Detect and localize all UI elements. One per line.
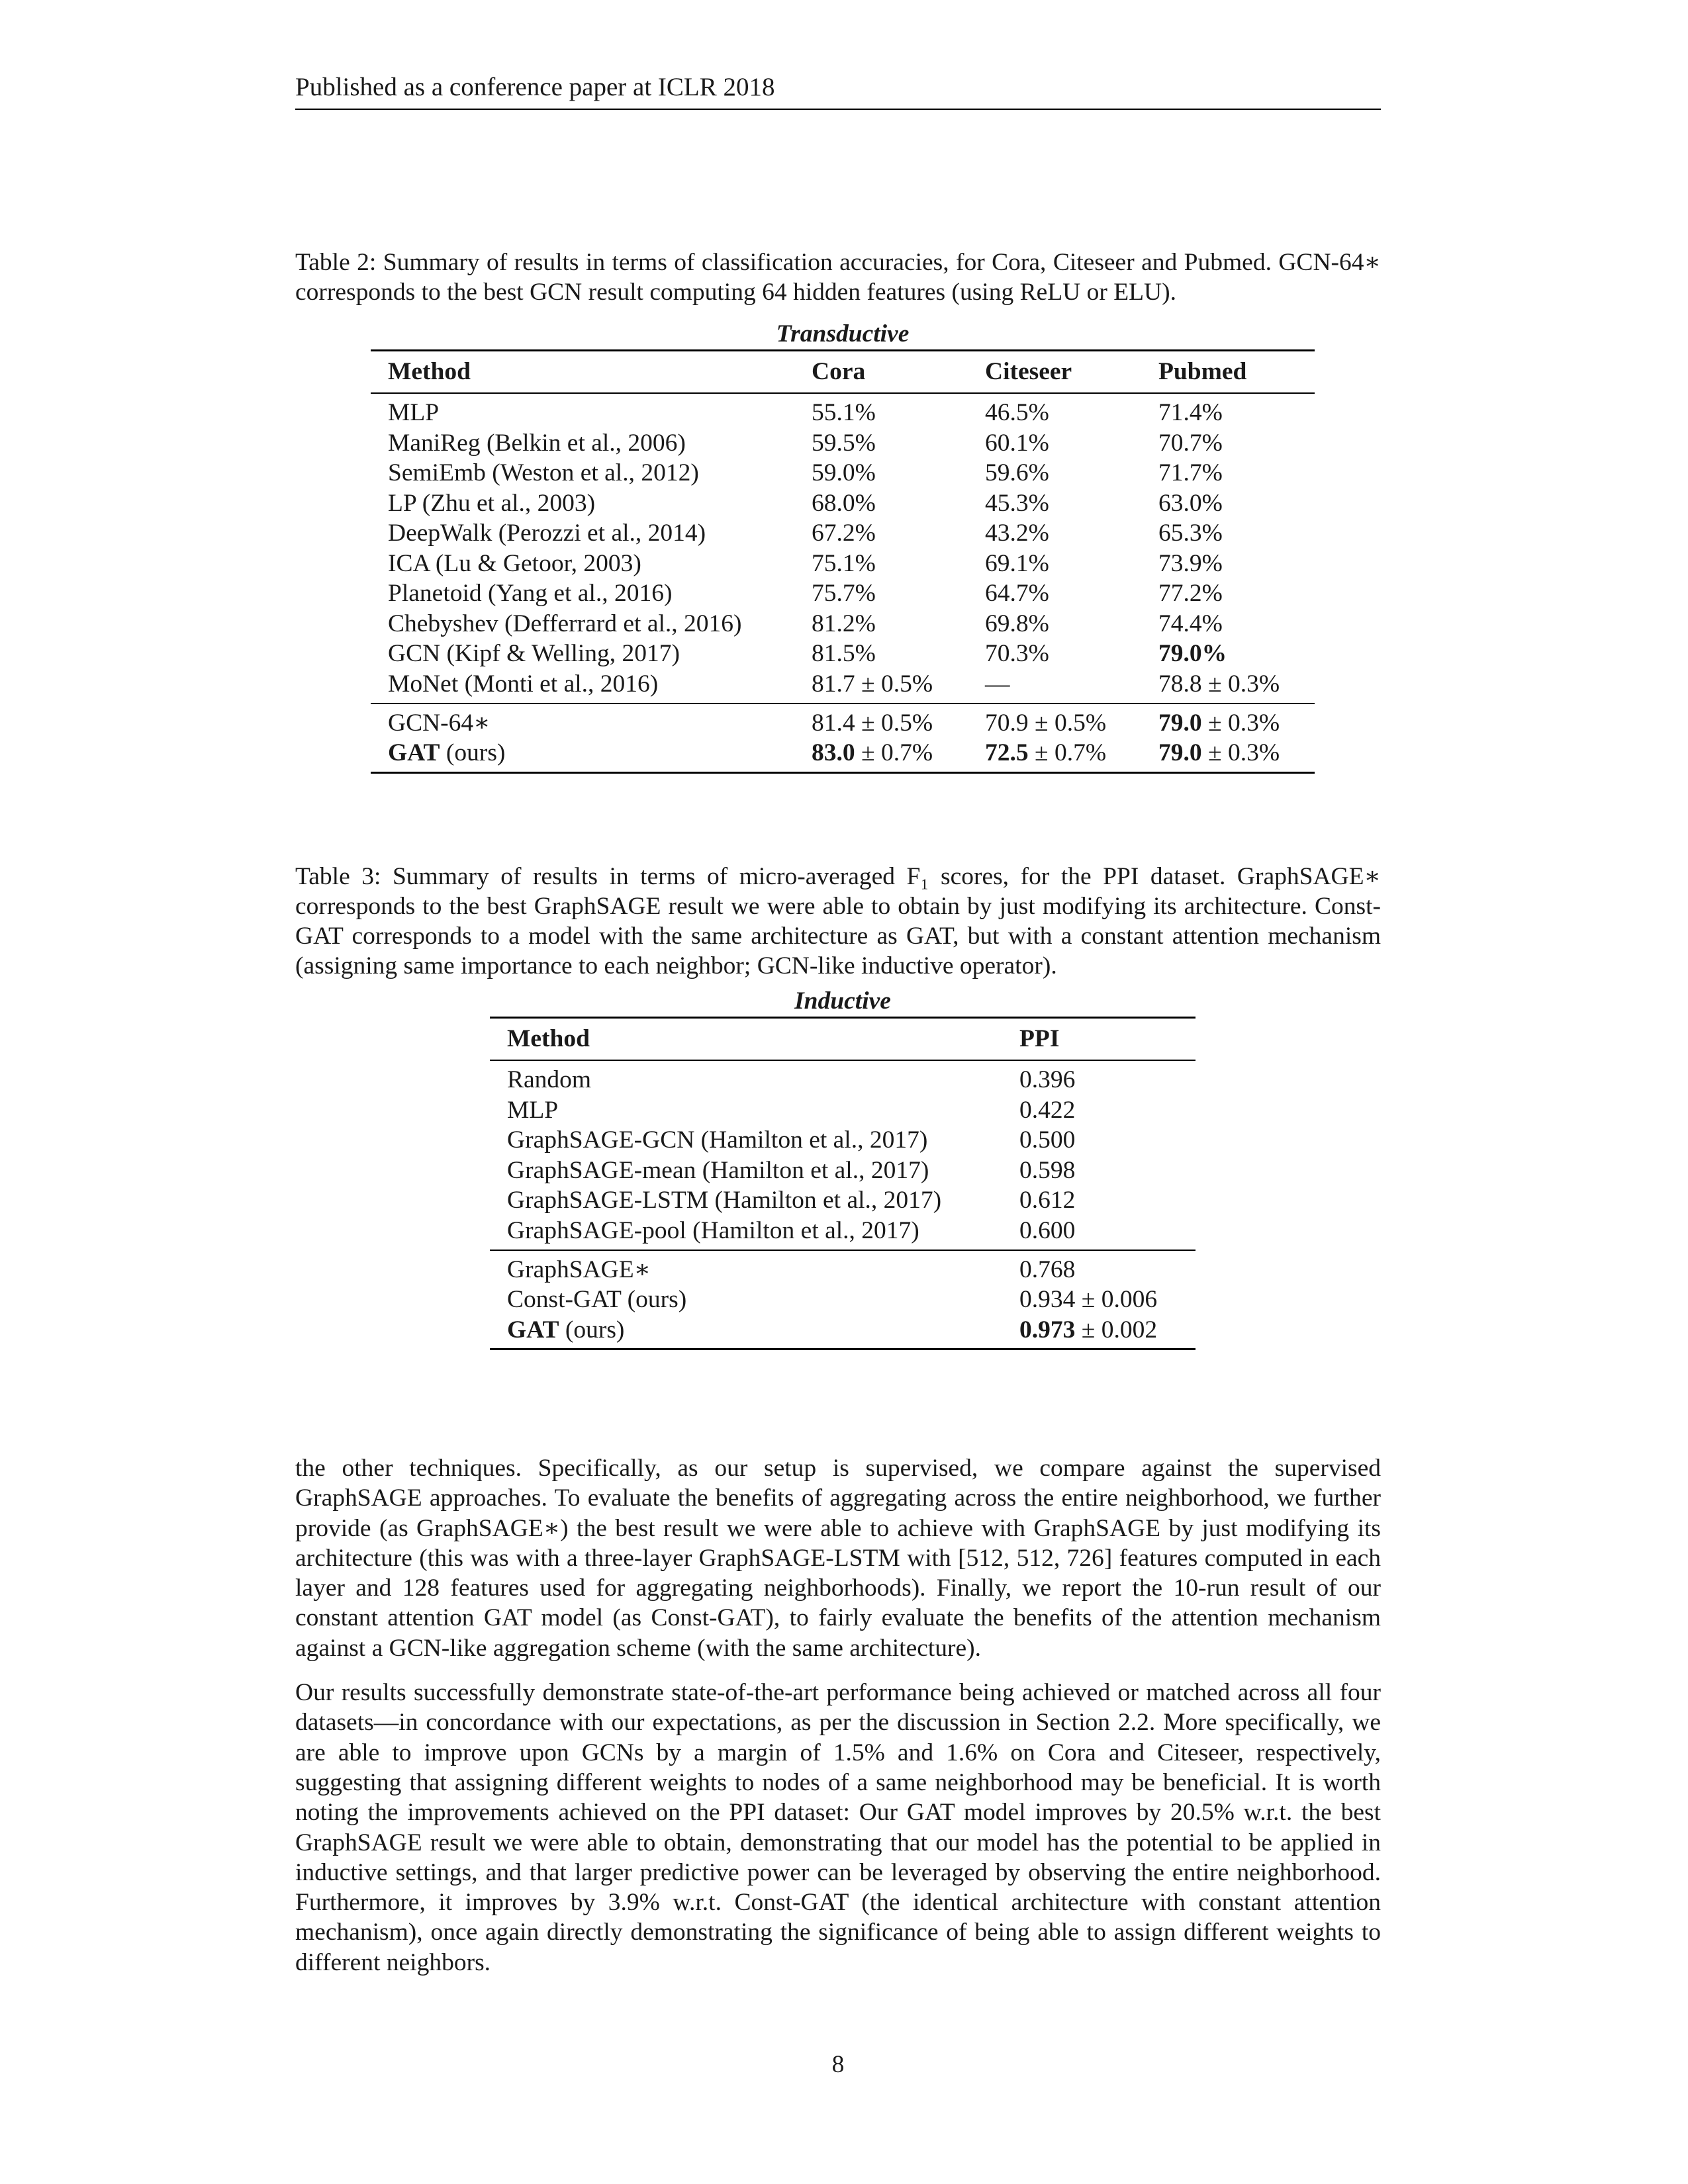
table-cell: MoNet (Monti et al., 2016) bbox=[388, 670, 659, 698]
table-cell: Planetoid (Yang et al., 2016) bbox=[388, 580, 673, 607]
table-row bbox=[371, 518, 1315, 549]
table-cell: 0.768 bbox=[1019, 1255, 1076, 1283]
table-cell: LP (Zhu et al., 2003) bbox=[388, 489, 596, 517]
table-row bbox=[371, 738, 1315, 772]
table-cell: 0.422 bbox=[1019, 1096, 1076, 1124]
value-suffix: (ours) bbox=[440, 739, 506, 766]
table2-col-cora: Cora bbox=[812, 358, 866, 385]
value-suffix: ± 0.7% bbox=[855, 739, 933, 766]
table2-title: Transductive bbox=[776, 320, 910, 347]
table-cell: 71.4% bbox=[1158, 399, 1223, 426]
table-cell: 78.8 ± 0.3% bbox=[1158, 670, 1280, 698]
table-cell: Const-GAT (ours) bbox=[507, 1286, 687, 1313]
table-cell: GraphSAGE-LSTM (Hamilton et al., 2017) bbox=[507, 1187, 942, 1214]
bold-value: 72.5 bbox=[985, 739, 1029, 766]
table3-grid bbox=[490, 1017, 1196, 1350]
table2-col-citeseer: Citeseer bbox=[985, 358, 1072, 385]
table-cell: 69.1% bbox=[985, 549, 1049, 577]
running-header: Published as a conference paper at ICLR 2018 bbox=[295, 70, 1381, 110]
table-cell: 65.3% bbox=[1158, 520, 1223, 547]
table-cell: 0.598 bbox=[1019, 1156, 1076, 1184]
table-cell bbox=[794, 738, 968, 772]
table-cell: 63.0% bbox=[1158, 489, 1223, 517]
table-row bbox=[371, 669, 1315, 704]
table-cell: 55.1% bbox=[812, 399, 876, 426]
table3-header-row bbox=[490, 1018, 1196, 1061]
table-row bbox=[371, 578, 1315, 609]
table-cell: 75.1% bbox=[812, 549, 876, 577]
table2-col-pubmed: Pubmed bbox=[1158, 358, 1247, 385]
table-row bbox=[371, 704, 1315, 739]
value-suffix: ± 0.7% bbox=[1028, 739, 1107, 766]
table-cell: 59.5% bbox=[812, 429, 876, 457]
table-cell: MLP bbox=[388, 399, 440, 426]
table-cell bbox=[371, 738, 794, 772]
table-cell bbox=[968, 738, 1141, 772]
table-cell bbox=[1141, 704, 1315, 739]
table-row bbox=[371, 393, 1315, 428]
table-cell: Random bbox=[507, 1066, 592, 1093]
bold-value: GAT bbox=[507, 1316, 559, 1343]
table2 bbox=[371, 319, 1315, 774]
table-cell: 81.5% bbox=[812, 640, 876, 667]
body-text bbox=[295, 1453, 1381, 1978]
table-row bbox=[490, 1125, 1196, 1156]
table-row bbox=[490, 1185, 1196, 1216]
table-cell: 70.7% bbox=[1158, 429, 1223, 457]
table-row bbox=[371, 458, 1315, 488]
table-cell: 59.6% bbox=[985, 459, 1049, 486]
table-cell: 46.5% bbox=[985, 399, 1049, 426]
table-cell: DeepWalk (Perozzi et al., 2014) bbox=[388, 520, 706, 547]
table-row bbox=[490, 1216, 1196, 1250]
table3-col-method: Method bbox=[507, 1025, 590, 1052]
table2-col-method: Method bbox=[388, 358, 471, 385]
table-row bbox=[371, 609, 1315, 639]
value-suffix: ± 0.002 bbox=[1075, 1316, 1158, 1343]
table-cell: GCN-64∗ bbox=[388, 709, 491, 737]
table2-caption: Table 2: Summary of results in terms of classification accuracies, for Cora, Citeseer and Pubmed. GCN-64∗ corresponds to the best GCN result computing 64 hidden features (using ReLU or ELU). bbox=[295, 249, 1381, 306]
bold-value: 79.0 bbox=[1158, 709, 1202, 737]
table-row bbox=[490, 1285, 1196, 1315]
table-cell: 69.8% bbox=[985, 610, 1049, 637]
table-cell: 71.7% bbox=[1158, 459, 1223, 486]
table-cell: 81.7 ± 0.5% bbox=[812, 670, 933, 698]
table3-col-ppi: PPI bbox=[1019, 1025, 1060, 1052]
table-row bbox=[490, 1250, 1196, 1285]
table-row bbox=[371, 428, 1315, 459]
table-cell: 64.7% bbox=[985, 580, 1049, 607]
value-suffix: ± 0.3% bbox=[1201, 739, 1280, 766]
table-cell: 77.2% bbox=[1158, 580, 1223, 607]
table-cell: 67.2% bbox=[812, 520, 876, 547]
table-cell: 75.7% bbox=[812, 580, 876, 607]
table-cell: 60.1% bbox=[985, 429, 1049, 457]
bold-value: 0.973 bbox=[1019, 1316, 1076, 1343]
table3-title: Inductive bbox=[794, 987, 891, 1015]
bold-value: GAT bbox=[388, 739, 440, 766]
value-suffix: (ours) bbox=[559, 1316, 625, 1343]
page-number: 8 bbox=[831, 2051, 845, 2078]
table-cell: Chebyshev (Defferrard et al., 2016) bbox=[388, 610, 742, 637]
table-cell: — bbox=[985, 670, 1010, 698]
table-cell: 79.0% bbox=[1158, 640, 1227, 667]
table-cell: ManiReg (Belkin et al., 2006) bbox=[388, 429, 686, 457]
table-cell: ICA (Lu & Getoor, 2003) bbox=[388, 549, 641, 577]
table-cell: 45.3% bbox=[985, 489, 1049, 517]
paragraph: the other techniques. Specifically, as our setup is supervised, we compare against the supervised GraphSAGE approaches. To evaluate the benefits of aggregating across the entire neighborhood, we further provide (as GraphSAGE∗) the best result we were able to achieve with GraphSAGE by just modifying its architecture (this was with a three-layer GraphSAGE-LSTM with [512, 512, 726] features computed in each layer and 128 features used for aggregating neighborhoods). Finally, we report the 10-run result of our constant attention GAT model (as Const-GAT), to fairly evaluate the benefits of the attention mechanism against a GCN-like aggregation scheme (with the same architecture). bbox=[295, 1455, 1381, 1662]
table-cell: GraphSAGE∗ bbox=[507, 1255, 651, 1283]
table-cell: GraphSAGE-GCN (Hamilton et al., 2017) bbox=[507, 1126, 928, 1154]
table-cell bbox=[1002, 1315, 1196, 1349]
paragraph: Our results successfully demonstrate state-of-the-art performance being achieved or matched across all four datasets—in concordance with our expectations, as per the discussion in Section 2.2. More specifically, we are able to improve upon GCNs by a margin of 1.5% and 1.6% on Cora and Citeseer, respectively, suggesting that assigning different weights to nodes of a same neighborhood may be beneficial. It is worth noting the improvements achieved on the PPI dataset: Our GAT model improves by 20.5% w.r.t. the best GraphSAGE result we were able to obtain, demonstrating that our model has the potential to be applied in inductive settings, and that larger predictive power can be leveraged by observing the entire neighborhood. Furthermore, it improves by 3.9% w.r.t. Const-GAT (the identical architecture with constant attention mechanism), once again directly demonstrating the significance of being able to assign different weights to different neighbors. bbox=[295, 1679, 1381, 1976]
table-cell: 0.612 bbox=[1019, 1187, 1076, 1214]
table3-caption: Table 3: Summary of results in terms of micro-averaged F₁ scores, for the PPI dataset. GraphSAGE∗ corresponds to the best GraphSAGE result we were able to obtain by just modifying its architecture. Const-GAT corresponds to a model with the same architecture as GAT, but with a constant attention mechanism (assigning same importance to each neighbor; GCN-like inductive operator). bbox=[295, 863, 1381, 979]
table-cell: 0.934 ± 0.006 bbox=[1019, 1286, 1158, 1313]
bold-value: 83.0 bbox=[812, 739, 855, 766]
table-cell: GraphSAGE-mean (Hamilton et al., 2017) bbox=[507, 1156, 929, 1184]
table-cell: GCN (Kipf & Welling, 2017) bbox=[388, 640, 680, 667]
table-cell: 73.9% bbox=[1158, 549, 1223, 577]
table-row bbox=[371, 549, 1315, 579]
table-cell: 59.0% bbox=[812, 459, 876, 486]
table-row bbox=[490, 1095, 1196, 1126]
bold-value: 79.0 bbox=[1158, 739, 1202, 766]
table-cell: 0.600 bbox=[1019, 1216, 1076, 1244]
table-cell: 81.4 ± 0.5% bbox=[812, 709, 933, 737]
table-cell: MLP bbox=[507, 1096, 559, 1124]
table-row bbox=[490, 1156, 1196, 1186]
table-cell: 0.396 bbox=[1019, 1066, 1076, 1093]
table-row bbox=[490, 1060, 1196, 1095]
table-cell: 0.500 bbox=[1019, 1126, 1076, 1154]
table-row bbox=[371, 639, 1315, 669]
table-cell: 70.3% bbox=[985, 640, 1049, 667]
table-row bbox=[490, 1315, 1196, 1349]
table-cell bbox=[490, 1315, 1002, 1349]
table-cell: 43.2% bbox=[985, 520, 1049, 547]
table-cell: 74.4% bbox=[1158, 610, 1223, 637]
table-cell bbox=[1141, 738, 1315, 772]
table-cell: 70.9 ± 0.5% bbox=[985, 709, 1107, 737]
table3 bbox=[490, 986, 1196, 1350]
table2-header-row bbox=[371, 351, 1315, 394]
value-suffix: ± 0.3% bbox=[1201, 709, 1280, 737]
table-cell: 68.0% bbox=[812, 489, 876, 517]
table-row bbox=[371, 488, 1315, 519]
table-cell: 81.2% bbox=[812, 610, 876, 637]
table2-grid bbox=[371, 349, 1315, 774]
table-cell: GraphSAGE-pool (Hamilton et al., 2017) bbox=[507, 1216, 919, 1244]
table-cell: SemiEmb (Weston et al., 2012) bbox=[388, 459, 699, 486]
